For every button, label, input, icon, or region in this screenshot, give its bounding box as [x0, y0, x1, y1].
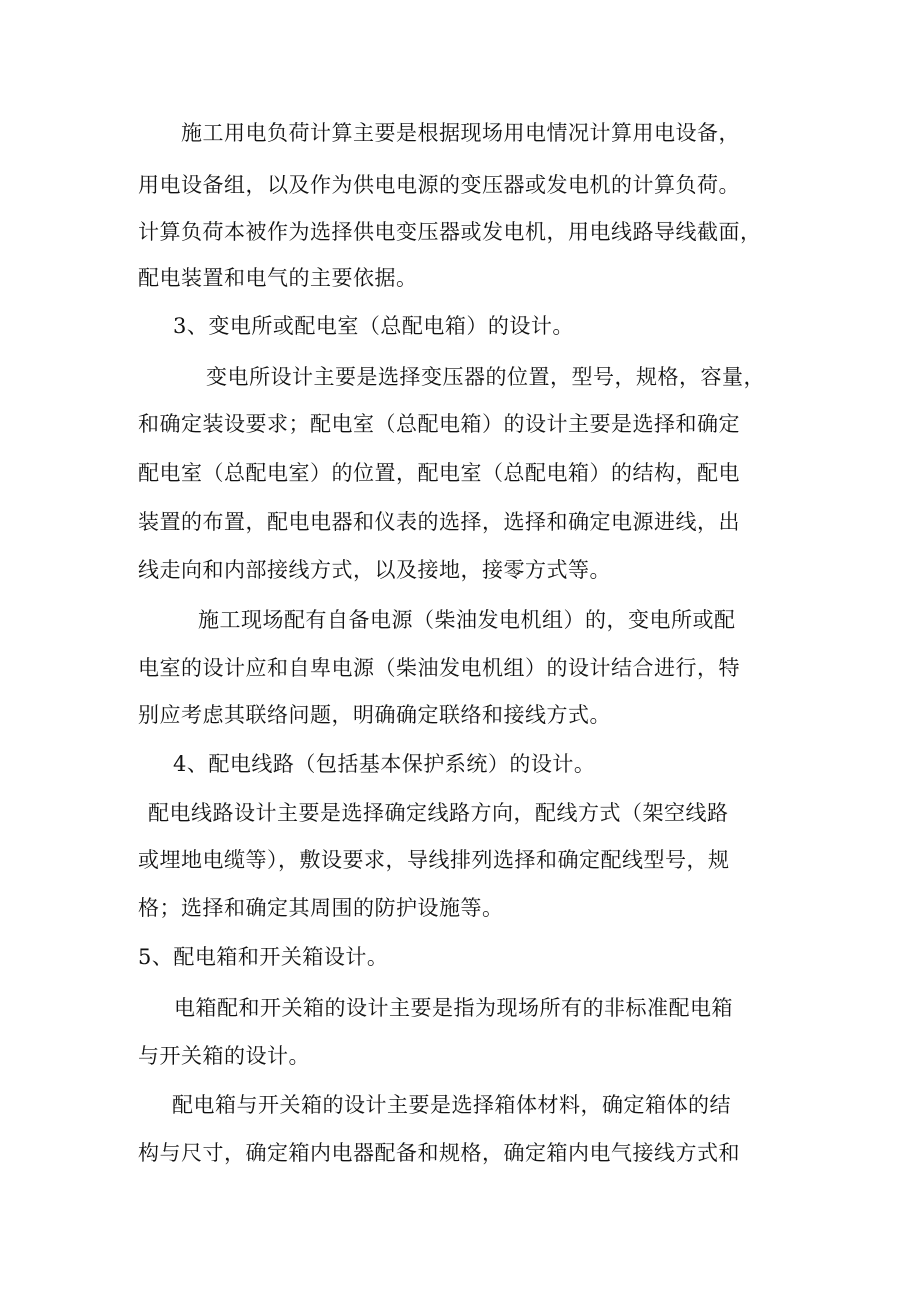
- paragraph-1-line-4: 配电装置和电气的主要依据。: [138, 266, 418, 290]
- paragraph-6-line-1: 配电箱与开关箱的设计主要是选择箱体材料，确定箱体的结: [172, 1093, 731, 1117]
- paragraph-5-line-2: 与开关箱的设计。: [138, 1044, 310, 1068]
- section-heading-3: 3、变电所或配电室（总配电箱）的设计。: [173, 314, 574, 338]
- paragraph-1-line-1: 施工用电负荷计算主要是根据现场用电情况计算用电设备，: [181, 121, 740, 145]
- paragraph-2-line-4: 装置的布置，配电电器和仪表的选择，选择和确定电源进线，出: [138, 510, 740, 534]
- paragraph-2-line-3: 配电室（总配电室）的位置，配电室（总配电箱）的结构，配电: [138, 461, 740, 485]
- section-heading-5: 5、配电箱和开关箱设计。: [138, 945, 389, 969]
- paragraph-2-line-1: 变电所设计主要是选择变压器的位置，型号，规格，容量，: [206, 365, 765, 389]
- paragraph-6-line-2: 构与尺寸，确定箱内电器配备和规格，确定箱内电气接线方式和: [138, 1141, 740, 1165]
- paragraph-5-line-1: 电箱配和开关箱的设计主要是指为现场所有的非标准配电箱: [174, 996, 733, 1020]
- paragraph-1-line-2: 用电设备组，以及作为供电电源的变压器或发电机的计算负荷。: [138, 173, 740, 197]
- paragraph-4-line-2: 或埋地电缆等），敷设要求，导线排列选择和确定配线型号，规: [138, 848, 730, 872]
- paragraph-4-line-1: 配电线路设计主要是选择确定线路方向，配线方式（架空线路: [148, 801, 729, 825]
- paragraph-3-line-3: 别应考虑其联络问题，明确确定联络和接线方式。: [138, 703, 611, 727]
- paragraph-2-line-5: 线走向和内部接线方式，以及接地，接零方式等。: [138, 558, 611, 582]
- paragraph-2-line-2: 和确定装设要求；配电室（总配电箱）的设计主要是选择和确定: [138, 412, 740, 436]
- section-heading-4: 4、配电线路（包括基本保护系统）的设计。: [173, 752, 596, 776]
- paragraph-3-line-1: 施工现场配有自备电源（柴油发电机组）的，变电所或配: [198, 608, 736, 632]
- paragraph-3-line-2: 电室的设计应和自卑电源（柴油发电机组）的设计结合进行，特: [138, 656, 740, 680]
- paragraph-4-line-3: 格；选择和确定其周围的防护设施等。: [138, 896, 504, 920]
- paragraph-1-line-3: 计算负荷本被作为选择供电变压器或发电机，用电线路导线截面，: [138, 220, 762, 244]
